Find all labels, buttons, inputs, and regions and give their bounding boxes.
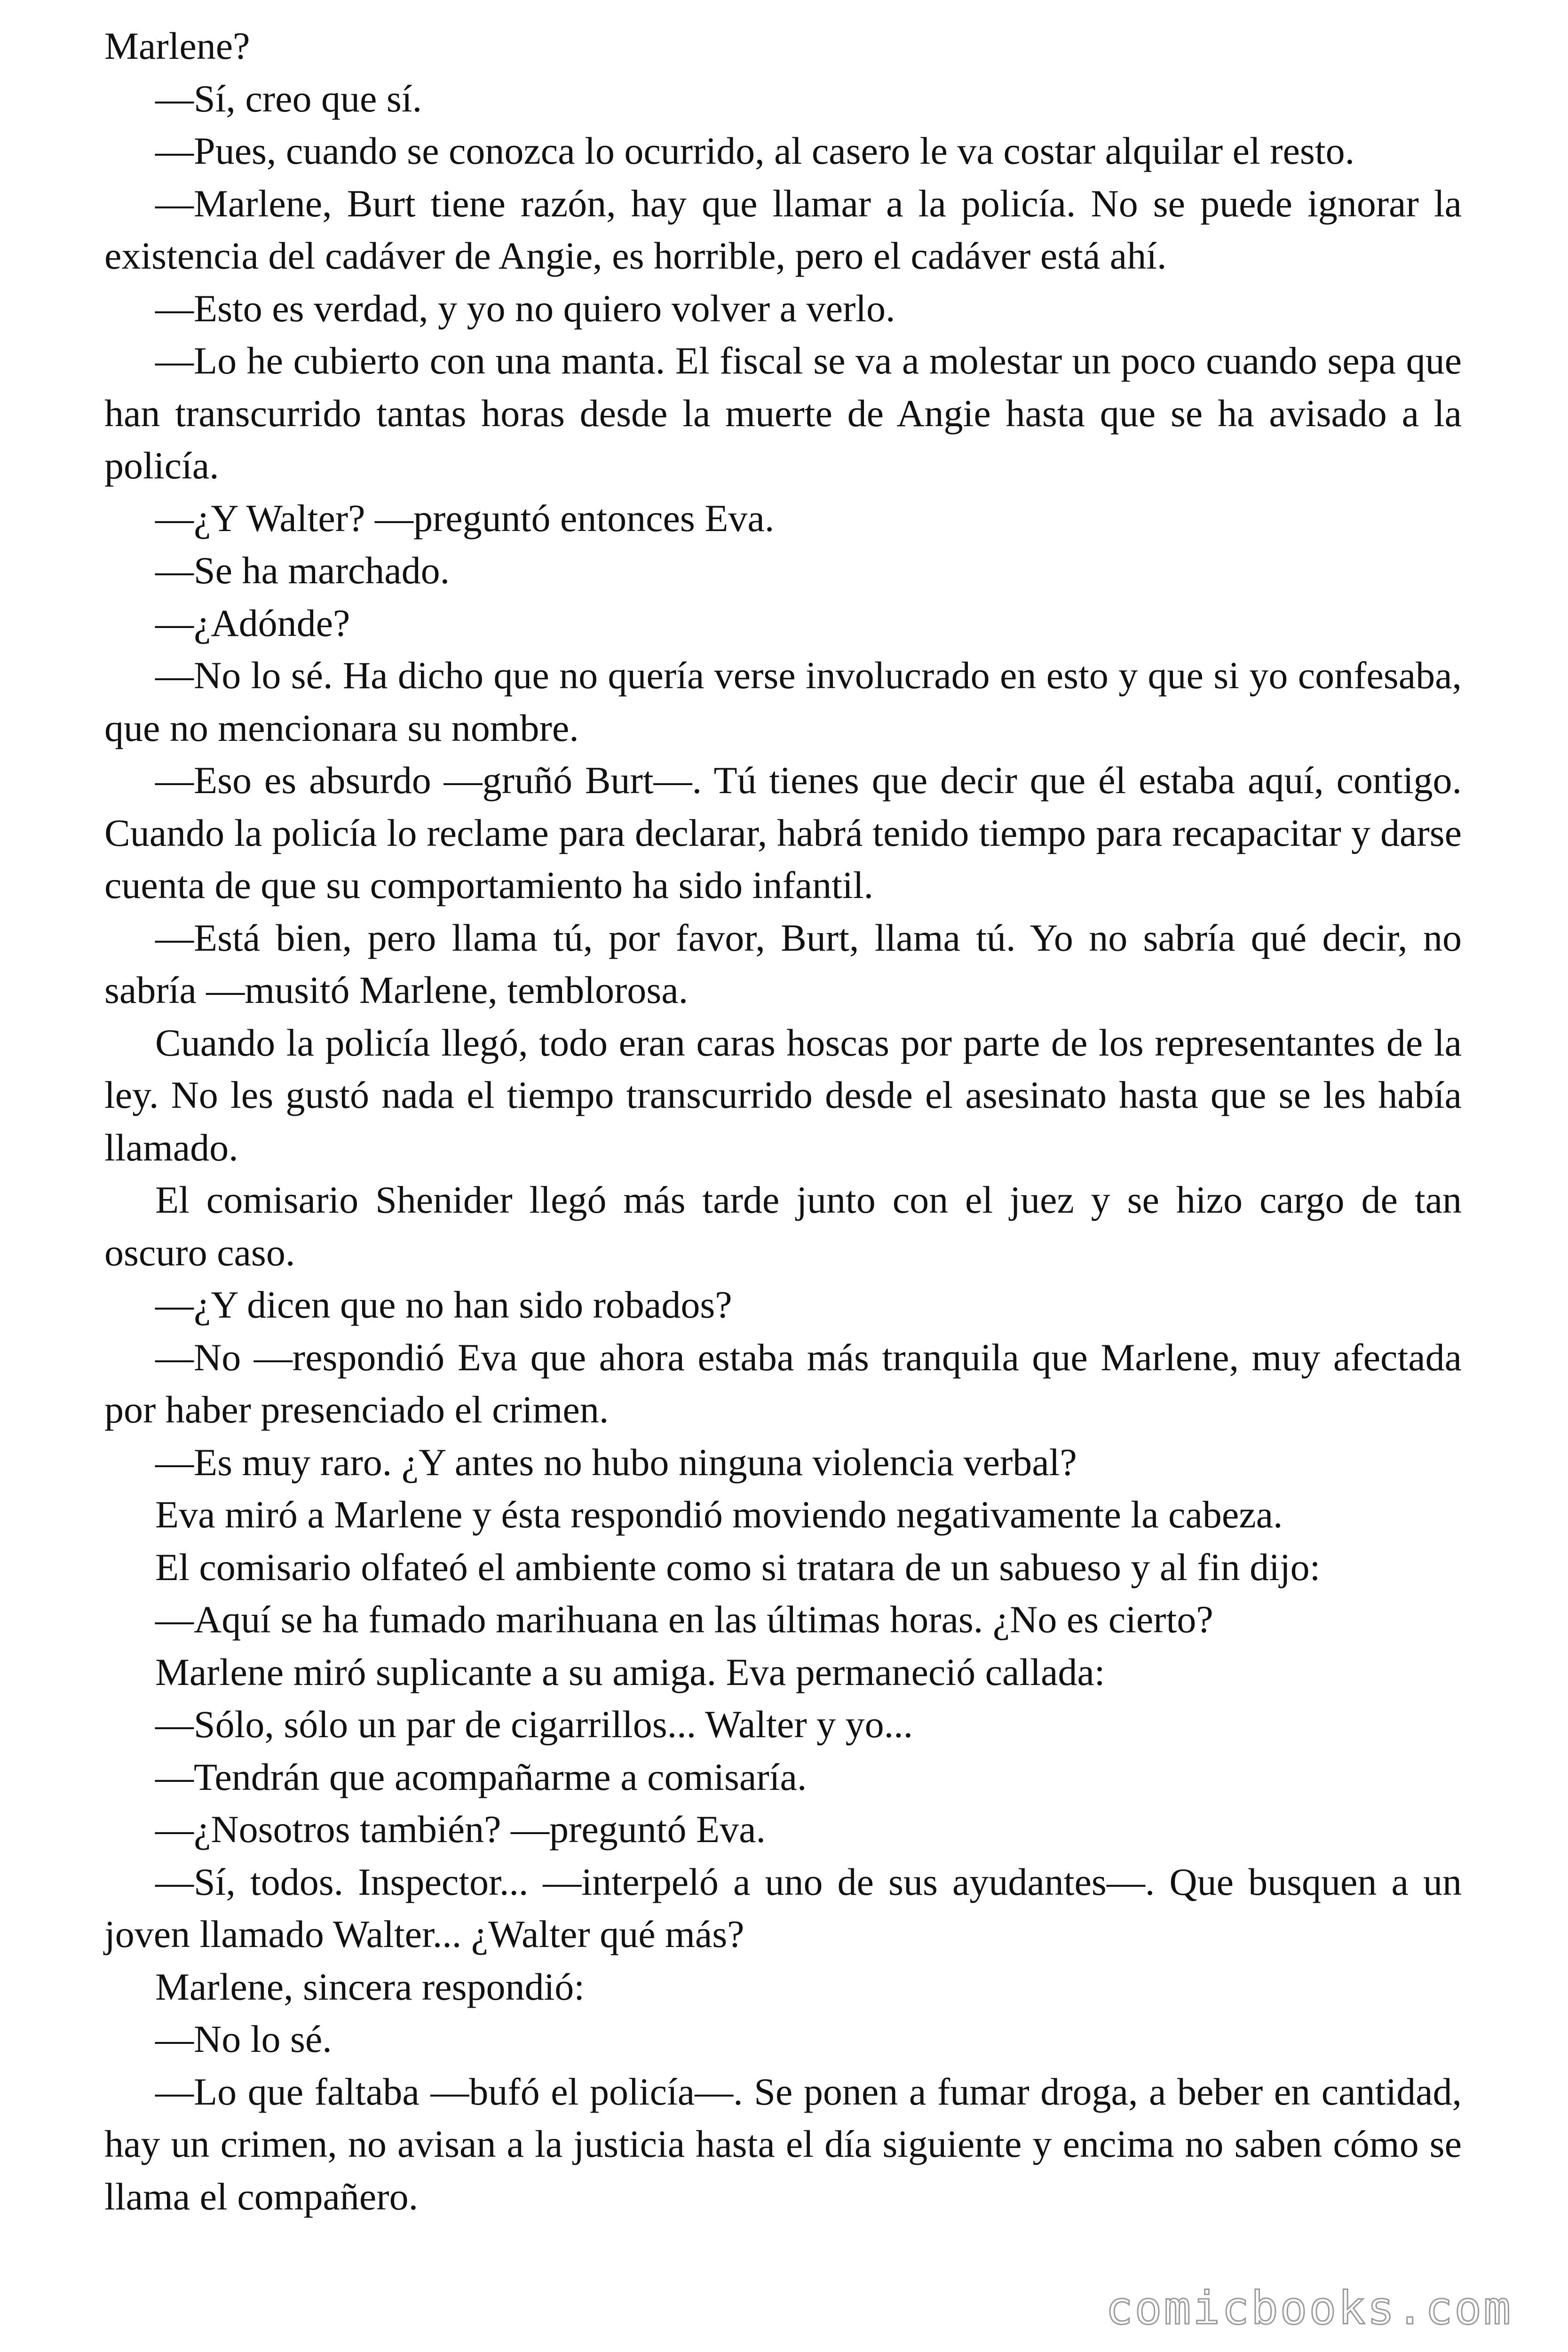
paragraph: —Sólo, sólo un par de cigarrillos... Walter y yo... — [155, 1703, 913, 1746]
paragraph: —Sí, creo que sí. — [155, 77, 422, 120]
paragraph: —Esto es verdad, y yo no quiero volver a verlo. — [155, 286, 895, 330]
paragraph: —Lo he cubierto con una manta. El fiscal se va a molestar un poco cuando sepa que han transcurrido tantas horas desde la muerte de Angie hasta que se ha avisado a la policía. — [104, 339, 1462, 487]
paragraph: —¿Y Walter? —preguntó entonces Eva. — [155, 496, 775, 540]
paragraph: Marlene? — [104, 24, 250, 67]
paragraph: Eva miró a Marlene y ésta respondió moviendo negativamente la cabeza. — [155, 1493, 1283, 1536]
paragraph: —Se ha marchado. — [155, 549, 450, 592]
paragraph: —Lo que faltaba —bufó el policía—. Se ponen a fumar droga, a beber en cantidad, hay un crimen, no avisan a la justicia hasta el día siguiente y encima no saben cómo se llama el compañero. — [104, 2070, 1462, 2218]
paragraph: —Sí, todos. Inspector... —interpeló a uno de sus ayudantes—. Que busquen a un joven llamado Walter... ¿Walter qué más? — [104, 1860, 1462, 1955]
paragraph: —Está bien, pero llama tú, por favor, Burt, llama tú. Yo no sabría qué decir, no sabría —musitó Marlene, temblorosa. — [104, 916, 1462, 1011]
paragraph: El comisario Shenider llegó más tarde junto con el juez y se hizo cargo de tan oscuro caso. — [104, 1178, 1462, 1274]
paragraph: Cuando la policía llegó, todo eran caras hoscas por parte de los representantes de la ley. No les gustó nada el tiempo transcurrido desde el asesinato hasta que se les había llamado. — [104, 1021, 1462, 1169]
page-body — [104, 20, 1462, 2223]
paragraph: El comisario olfateó el ambiente como si tratara de un sabueso y al fin dijo: — [155, 1545, 1321, 1589]
paragraph: —No lo sé. Ha dicho que no quería verse involucrado en esto y que si yo confesaba, que no mencionara su nombre. — [104, 654, 1462, 749]
paragraph: —No lo sé. — [155, 2018, 332, 2060]
watermark: comicbooks.com — [1105, 2282, 1513, 2335]
paragraph: —¿Y dicen que no han sido robados? — [155, 1283, 732, 1326]
paragraph: —Aquí se ha fumado marihuana en las últimas horas. ¿No es cierto? — [155, 1598, 1213, 1641]
paragraph: —Pues, cuando se conozca lo ocurrido, al casero le va costar alquilar el resto. — [155, 129, 1355, 172]
paragraph: —No —respondió Eva que ahora estaba más tranquila que Marlene, muy afectada por haber presenciado el crimen. — [104, 1335, 1462, 1431]
paragraph: Marlene miró suplicante a su amiga. Eva permaneció callada: — [155, 1650, 1105, 1693]
paragraph: —Eso es absurdo —gruñó Burt—. Tú tienes que decir que él estaba aquí, contigo. Cuando la policía lo reclame para declarar, habrá tenido tiempo para recapacitar y darse cuenta de que su comportamiento ha sido infantil. — [104, 759, 1462, 906]
paragraph: —¿Nosotros también? —preguntó Eva. — [155, 1808, 766, 1851]
paragraph: —Tendrán que acompañarme a comisaría. — [155, 1755, 807, 1798]
paragraph: —Es muy raro. ¿Y antes no hubo ninguna violencia verbal? — [155, 1440, 1077, 1484]
paragraph: —Marlene, Burt tiene razón, hay que llamar a la policía. No se puede ignorar la existencia del cadáver de Angie, es horrible, pero el cadáver está ahí. — [104, 182, 1462, 277]
paragraph: Marlene, sincera respondió: — [155, 1965, 585, 2008]
paragraph: —¿Adónde? — [155, 601, 350, 644]
